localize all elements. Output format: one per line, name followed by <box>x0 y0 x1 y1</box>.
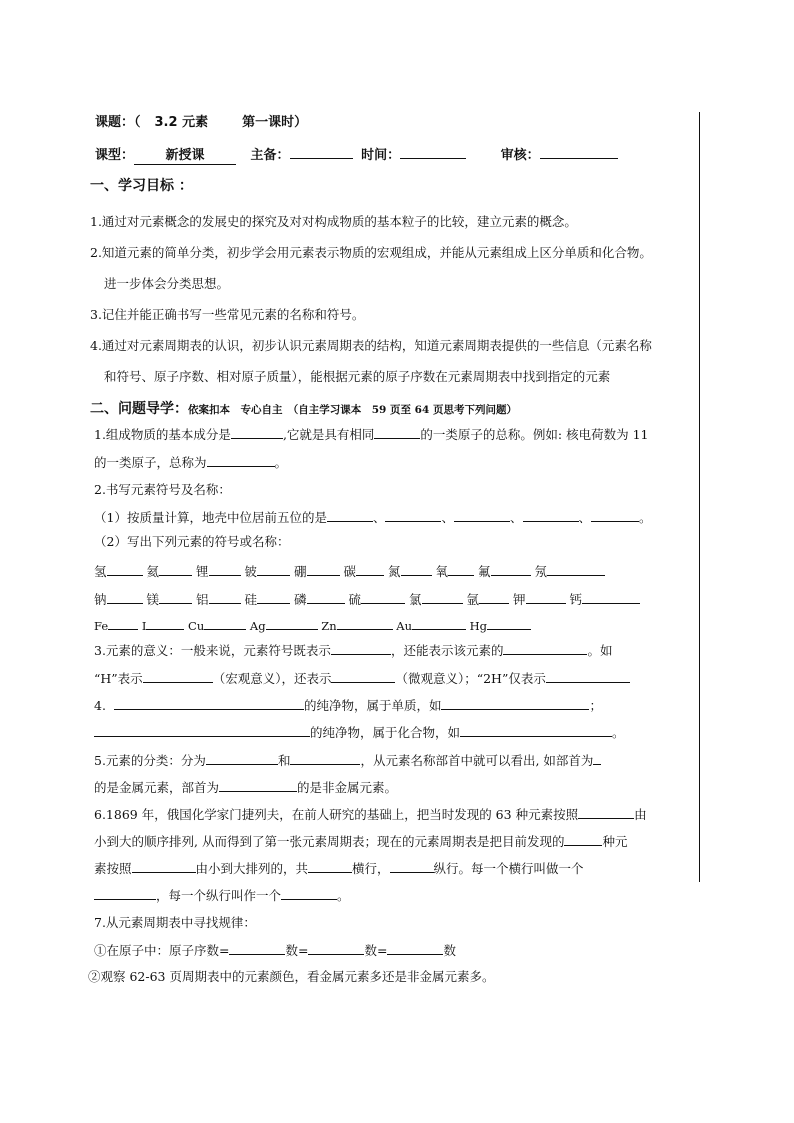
objective-item: 3.记住并能正确书写一些常见元素的名称和符号。 <box>90 307 365 322</box>
question-6-line-4: ，每一个纵行叫作一个 。 <box>94 887 350 904</box>
element-row-3: Fe I Cu Ag Zn Au Hg <box>94 617 531 634</box>
question-5-line-2: 的是金属元素，部首为 的是非金属元素。 <box>94 780 398 795</box>
objective-item: 1.通过对元素概念的发展史的探究及对对构成物质的基本粒子的比较，建立元素的概念。 <box>90 214 577 229</box>
question-6-line-2: 小到大的顺序排列, 从而得到了第一张元素周期表；现在的元素周期表是把目前发现的 种元 <box>94 834 628 849</box>
question-4-line-1: 4. 的纯净物，属于单质，如 ； <box>94 698 602 713</box>
question-4-line-2: 的纯净物，属于化合物，如 。 <box>94 724 625 741</box>
section-1-heading: 一、学习目标 ： <box>90 178 193 194</box>
lesson-title: 课题：（ 3.2 元素 第一课时） <box>95 115 308 130</box>
question-7-line-2: ②观察 62-63 页周期表中的元素颜色，看金属元素多还是非金属元素多。 <box>88 969 495 984</box>
objective-item: 和符号、原子序数、相对原子质量），能根据元素的原子序数在元素周期表中找到指定的元素 <box>104 369 611 384</box>
objective-item: 4.通过对元素周期表的认识，初步认识元素周期表的结构，知道元素周期表提供的一些信息（元素名称 <box>90 338 652 353</box>
question-3-line-2: “H”表示 （宏观意义），还表示 （微观意义）；“2H”仅表示 <box>94 670 630 687</box>
question-2-sub-2: （2）写出下列元素的符号或名称： <box>94 534 290 549</box>
element-row-1: 氢 氦 锂 铍 硼 碳 氮 氧 氟 氖 <box>94 563 605 580</box>
question-7-title: 7.从元素周期表中寻找规律： <box>94 915 256 930</box>
question-3-line-1: 3.元素的意义：一般来说，元素符号既表示 ，还能表示该元素的 。如 <box>94 643 613 658</box>
section-2-heading: 二、问题导学：依案扣本 专心自主 （自主学习课本 59 页至 64 页思考下列问题） <box>90 401 517 417</box>
right-margin-rule <box>699 112 700 882</box>
question-2-title: 2.书写元素符号及名称： <box>94 482 231 497</box>
question-5-line-1: 5.元素的分类：分为 和 ，从元素名称部首中就可以看出, 如部首为 <box>94 752 601 769</box>
objective-item: 2.知道元素的简单分类，初步学会用元素表示物质的宏观组成，并能从元素组成上区分单质和化合物。 <box>90 245 652 260</box>
objective-item: 进一步体会分类思想。 <box>104 276 230 291</box>
question-7-line-1: ①在原子中：原子序数= 数= 数= 数 <box>94 943 456 958</box>
question-2-sub-1: （1）按质量计算，地壳中位居前五位的是 、 、 、 、 。 <box>94 510 652 525</box>
question-1-line-1: 1.组成物质的基本成分是 ,它就是具有相同 的一类原子的总称。例如: 核电荷数为 11 <box>94 427 649 442</box>
element-row-2: 钠 镁 铝 硅 磷 硫 氯 氩 钾 钙 <box>94 591 640 608</box>
question-1-line-2: 的一类原子，总称为 。 <box>94 455 288 470</box>
lesson-meta: 课型： 新授课 主备： 时间： 审核： <box>95 146 618 165</box>
question-6-line-3: 素按照 由小到大排列的，共 横行， 纵行。每一个横行叫做一个 <box>94 861 584 876</box>
question-6-line-1: 6.1869 年，俄国化学家门捷列夫，在前人研究的基础上，把当时发现的 63 种元素按照 由 <box>94 807 647 822</box>
